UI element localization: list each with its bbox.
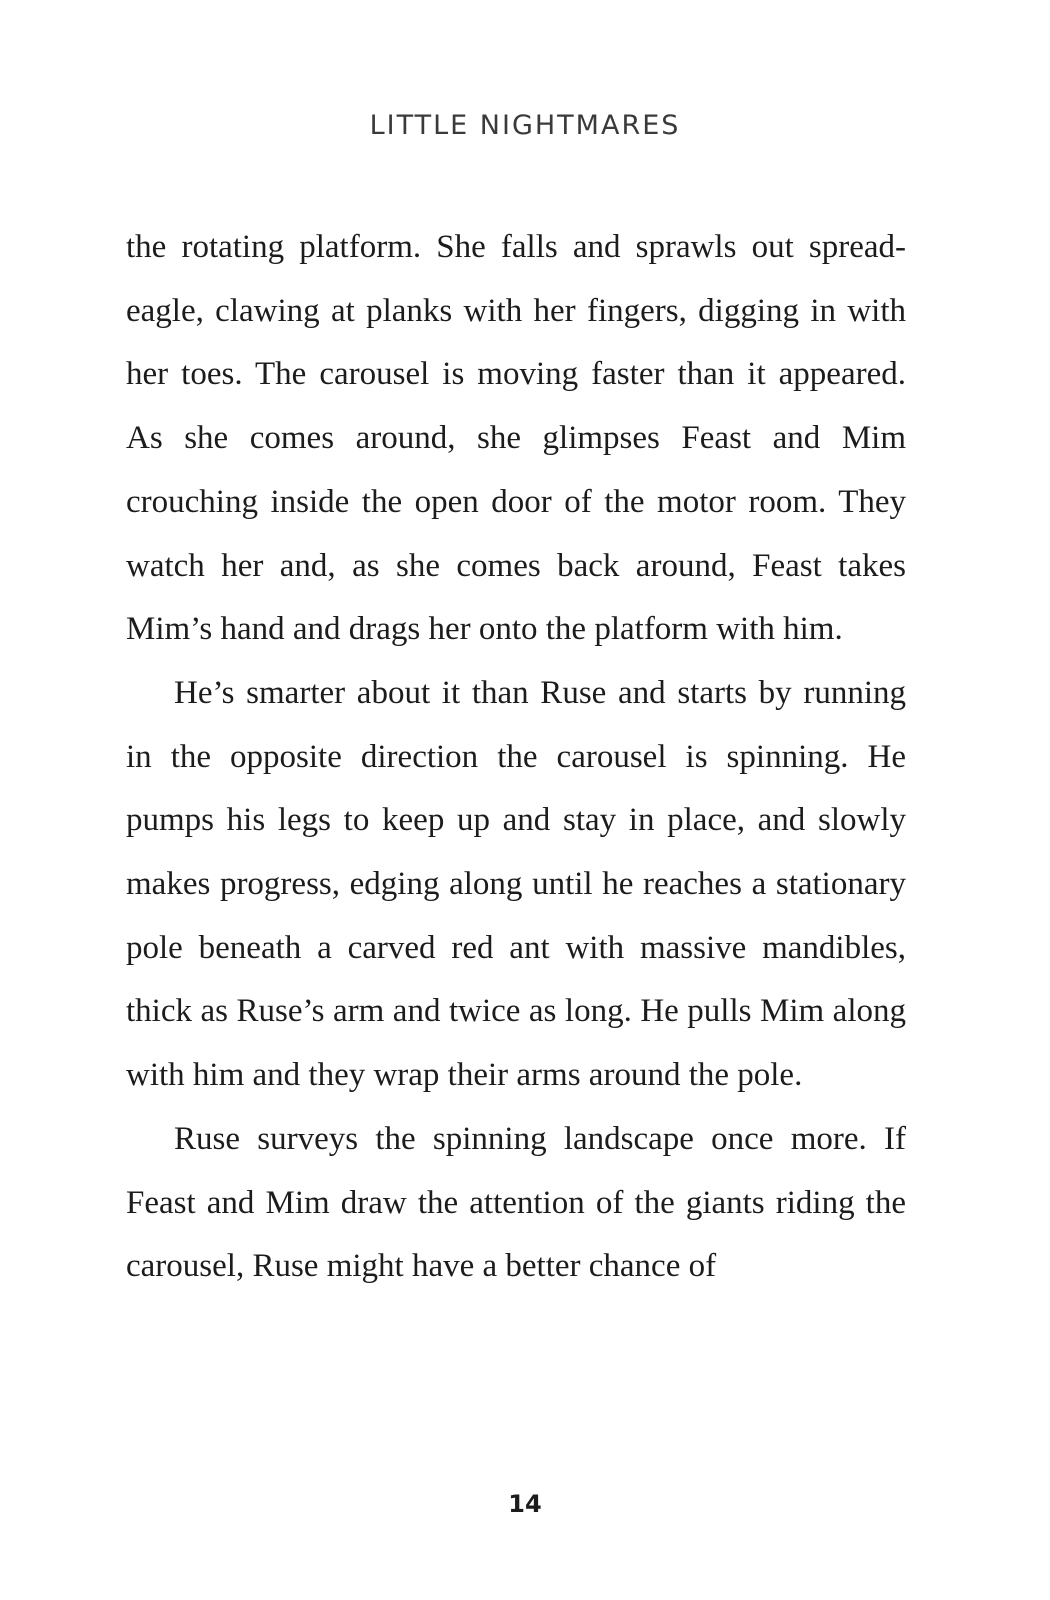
paragraph-1: the rotating platform. She falls and sprawls out spread-eagle, clawing at planks with her fingers, digging in with her toes. The carousel is moving faster than it appeared. As she comes around, she glimpses Feast and Mim crouching inside the open door of the motor room. They watch her and, as she comes back around, Feast takes Mim’s hand and drags her onto the platform with him. <box>126 229 906 648</box>
paragraph-2: He’s smarter about it than Ruse and starts by running in the opposite direction the carousel is spinning. He pumps his legs to keep up and stay in place, and slowly makes progress, edging along until he reaches a stationary pole beneath a carved red ant with massive mandibles, thick as Ruse’s arm and twice as long. He pulls Mim along with him and they wrap their arms around the pole. <box>126 674 906 1094</box>
body-text <box>126 216 906 1299</box>
paragraph-3: Ruse surveys the spinning landscape once more. If Feast and Mim draw the attention of the giants riding the carousel, Ruse might have a better chance of <box>126 1120 906 1285</box>
running-head: LITTLE NIGHTMARES <box>369 110 681 141</box>
page-number: 14 <box>508 1490 542 1518</box>
